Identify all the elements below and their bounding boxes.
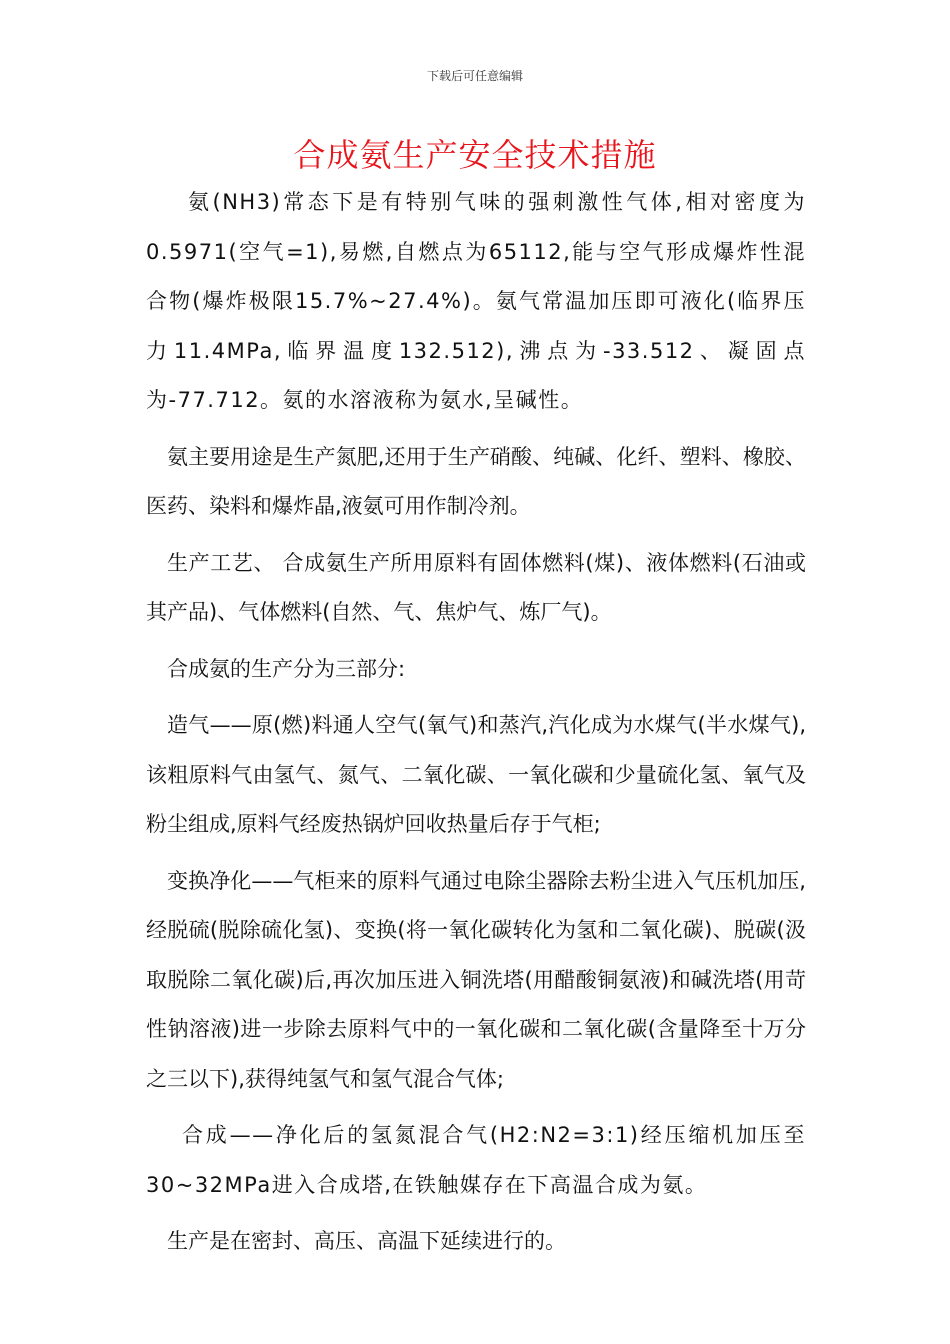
paragraph-continuous-production: 生产是在密封、高压、高温下延续进行的。 [167, 1229, 566, 1253]
paragraph-synthesis: 合成——净化后的氢氮混合气(H2:N2=3:1)经压缩机加压至30~32MPa进入合成塔,在铁触媒存在下高温合成为氨。 [146, 1123, 806, 1197]
header-note: 下载后可任意编辑 [426, 69, 523, 83]
paragraph-ammonia-uses: 氨主要用途是生产氮肥,还用于生产硝酸、纯碱、化纤、塑料、橡胶、医药、染料和爆炸晶,液氨可用作制冷剂。 [146, 444, 806, 518]
paragraph-gas-making: 造气——原(燃)料通人空气(氧气)和蒸汽,汽化成为水煤气(半水煤气),该粗原料气由氢气、氮气、二氧化碳、一氧化碳和少量硫化氢、氧气及粉尘组成,原料气经废热锅炉回收热量后存于气柜; [146, 713, 806, 836]
paragraph-three-parts: 合成氨的生产分为三部分: [167, 656, 406, 681]
paragraph-ammonia-properties: 氨(NH3)常态下是有特别气味的强刺激性气体,相对密度为0.5971(空气=1),易燃,自燃点为65112,能与空气形成爆炸性混合物(爆炸极限15.7%~27.4%)。氨气常温加压即可液化(临界压力11.4MPa,临界温度132.512),沸点为-33.512、凝固点为-77.712。氨的水溶液称为氨水,呈碱性。 [146, 190, 806, 412]
paragraph-process-raw-materials: 生产工艺、 合成氨生产所用原料有固体燃料(煤)、液体燃料(石油或其产品)、气体燃料(自然、气、焦炉气、炼厂气)。 [146, 550, 806, 624]
paragraph-conversion-purification: 变换净化——气柜来的原料气通过电除尘器除去粉尘进入气压机加压,经脱硫(脱除硫化氢)、变换(将一氧化碳转化为氢和二氧化碳)、脱碳(汲取脱除二氧化碳)后,再次加压进入铜洗塔(用醋酸铜氨液)和碱洗塔(用苛性钠溶液)进一步除去原料气中的一氧化碳和二氧化碳(含量降至十万分之三以下),获得纯氢气和氢气混合气体; [146, 868, 806, 1091]
document-body [146, 178, 806, 1274]
document-title: 合成氨生产安全技术措施 [293, 136, 657, 174]
